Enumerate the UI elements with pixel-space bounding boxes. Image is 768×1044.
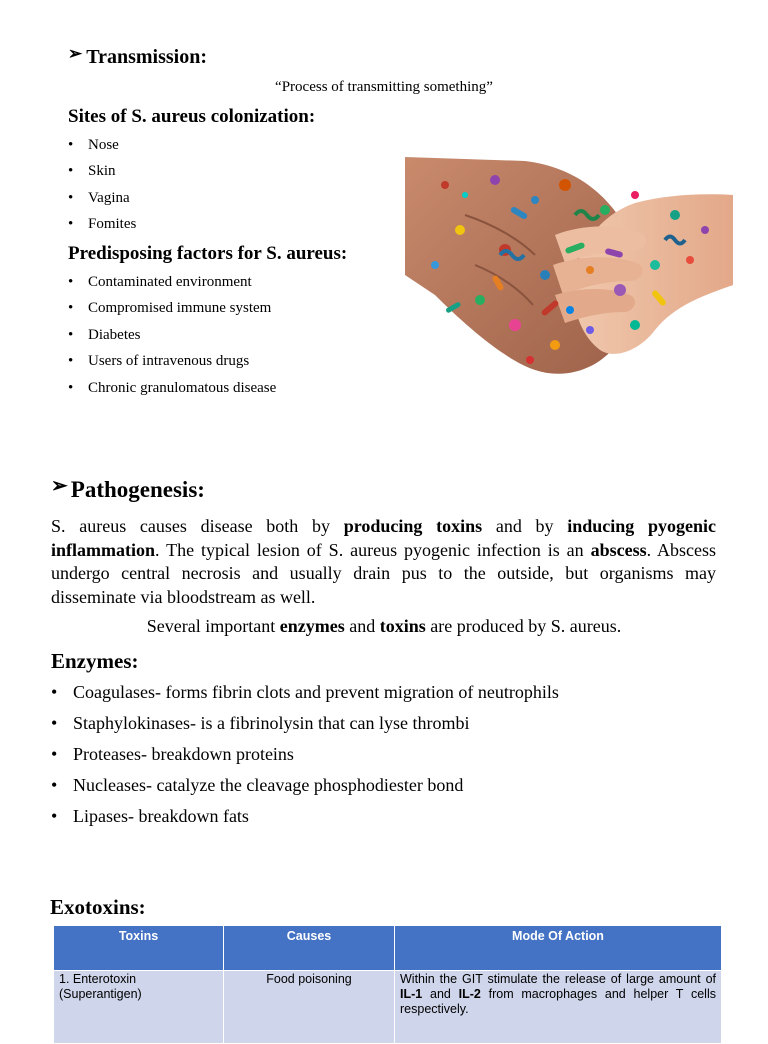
factors-list: [68, 273, 276, 405]
list-item: • Contaminated environment: [68, 273, 276, 299]
text-run: and by: [482, 516, 568, 536]
bold-text-run: IL-1: [400, 987, 423, 1001]
exotoxins-heading: Exotoxins:: [50, 895, 146, 919]
text-run: from macrophages and helper T cells respectively.: [400, 987, 716, 1016]
transmission-heading: [68, 46, 207, 69]
transmission-heading-text: Transmission:: [86, 46, 208, 68]
text-run: are produced by S. aureus.: [425, 616, 622, 636]
pathogenesis-paragraph: [51, 515, 716, 609]
table-row: [54, 971, 722, 1044]
column-header: Toxins: [54, 926, 224, 971]
list-item: • Nose: [68, 136, 136, 162]
cause-cell: Food poisoning: [224, 971, 395, 1044]
bold-text-run: enzymes: [279, 616, 345, 636]
exotoxin-table: [53, 925, 722, 1044]
bold-text-run: inducing pyogenic inflammation: [51, 516, 716, 560]
list-item: • Proteases- breakdown proteins: [51, 743, 559, 774]
arrow-bullet-icon: ➢: [68, 44, 83, 63]
list-item: • Chronic granulomatous disease: [68, 379, 276, 405]
list-item: • Nucleases- catalyze the cleavage phosphodiester bond: [51, 774, 559, 805]
text-run: Several important: [146, 616, 280, 636]
list-item: • Coagulases- forms fibrin clots and prevent migration of neutrophils: [51, 681, 559, 712]
text-run: . Abscess undergo central necrosis and usually drain pus to the outside, but organisms may disseminate via bloodstream as well.: [51, 539, 717, 607]
text-run: . The typical lesion of S. aureus pyogenic infection is an: [155, 539, 591, 560]
bold-text-run: IL-2: [458, 987, 481, 1001]
bold-text-run: abscess: [590, 539, 647, 560]
enzymes-heading: Enzymes:: [51, 649, 139, 673]
list-item: • Vagina: [68, 189, 136, 215]
list-item: • Skin: [68, 162, 136, 188]
list-item: • Compromised immune system: [68, 299, 276, 325]
column-header: Causes: [224, 926, 395, 971]
factors-heading: Predisposing factors for S. aureus:: [68, 243, 348, 264]
list-item: • Fomites: [68, 215, 136, 241]
list-item: • Diabetes: [68, 326, 276, 352]
sites-list: [68, 136, 136, 242]
bold-text-run: toxins: [379, 616, 426, 636]
table-header-row: [54, 926, 722, 971]
text-run: S. aureus causes disease both by: [51, 516, 344, 536]
toxin-cell: 1. Enterotoxin (Superantigen): [54, 971, 224, 1044]
list-item: • Staphylokinases- is a fibrinolysin that can lyse thrombi: [51, 712, 559, 743]
column-header: Mode Of Action: [395, 926, 722, 971]
handshake-germs-image: [405, 155, 733, 380]
text-run: Within the GIT stimulate the release of large amount of: [400, 972, 716, 986]
transmission-definition: “Process of transmitting something”: [275, 79, 493, 95]
mode-of-action-cell: [395, 971, 722, 1044]
text-run: and: [422, 987, 459, 1001]
enzymes-list: [51, 681, 559, 836]
sites-heading: Sites of S. aureus colonization:: [68, 106, 316, 127]
arrow-bullet-icon: ➢: [51, 475, 68, 497]
pathogenesis-heading-text: Pathogenesis:: [70, 477, 205, 502]
list-item: • Users of intravenous drugs: [68, 352, 276, 378]
enzymes-intro-line: [0, 616, 768, 637]
bold-text-run: producing toxins: [343, 516, 483, 536]
pathogenesis-heading: [51, 477, 205, 503]
list-item: • Lipases- breakdown fats: [51, 805, 559, 836]
text-run: and: [344, 616, 380, 636]
